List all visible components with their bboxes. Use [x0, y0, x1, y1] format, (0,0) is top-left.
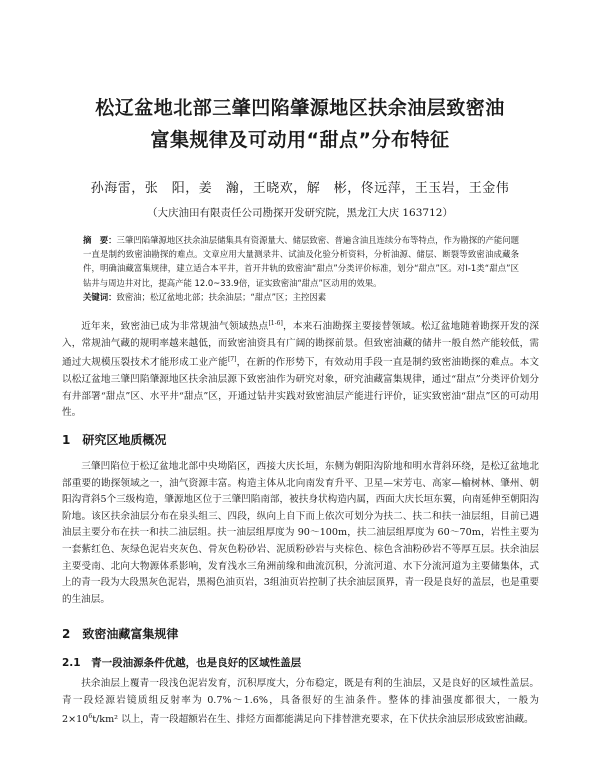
section-2-heading: 2 致密油藏富集规律: [62, 627, 179, 641]
intro-text-before: 近年来，致密油已成为非常规油气领域热点: [81, 321, 269, 333]
keywords-text: 致密油；松辽盆地北部；扶余油层；“甜点”区；主控因素: [116, 292, 327, 302]
keywords-label: 关键词：: [83, 292, 117, 302]
section-2-1-heading: 2.1 青一段油源条件优越，也是良好的区域性盖层: [62, 657, 302, 669]
author-list: 孙海雷，张 阳，姜 瀚，王晓欢，解 彬，佟远萍，王玉岩，王金伟: [90, 181, 510, 196]
section-2-1-text-before: 扶余油层上覆青一段浅色泥岩发育，沉积厚度大，分布稳定，既是有利的生油层，又是良好的区域性盖层。青一段烃源岩镜质组反射率为 0.7%～1.6%，具备很好的生油条件。整体的排油强度都很大，一般为 2×10: [62, 678, 539, 726]
citation-ref-1: [1-6]: [268, 320, 283, 327]
affiliation: （大庆油田有限责任公司勘探开发研究院，黑龙江大庆 163712）: [147, 207, 453, 219]
section-1-heading: 1 研究区地质概况: [62, 433, 167, 447]
intro-text-after: ，在新的作形势下，有效动用手段一直是制约致密油勘探的难点。本文以松辽盆地三肇凹陷肇源地区扶余油层源下致密油作为研究对象，研究油藏富集规律，通过“甜点”分类评价划分有井部署“甜点”区、水平井“甜点”区，开通过钻井实践对致密油层产能进行评价，证实致密油“甜点”区的可动用性。: [62, 357, 540, 419]
keywords: [83, 290, 519, 304]
intro-text-middle: ，本来石油勘探主要接替领域。松辽盆地随着勘探开发的深入，常规油气藏的规明率越来越低，而致密油资具有广阔的勘探前景。但致密油藏的储井一般自然产能较低，需通过大规模压裂技术才能形成工业产能: [62, 321, 540, 369]
abstract: [83, 233, 519, 290]
abstract-text: 三肇凹陷肇源地区扶余油层储集具有资源量大、储层致密、普遍含油且连续分布等特点，作为勘探的产能问题一直是制约致密油勘探的难点。文章应用大量测录井、试油及化验分析资料，分析油源、储层、断裂等致密油成藏条件，明确油藏富集规律，建立适合本平井，首开井轨的致密油“甜点”分类评价标准，划分“甜点”区。对I-1类“甜点”区钻井与周边井对比，提高产能 12.0~33.9倍，证实致密油“甜点”区动用的效果。: [83, 235, 520, 288]
intro-paragraph: [62, 316, 539, 422]
section-2-1-paragraph: [62, 676, 539, 729]
abstract-label: 摘 要：: [83, 235, 117, 245]
citation-ref-2: [7]: [227, 356, 237, 364]
exponent: 6: [88, 713, 93, 721]
section-2-1-text-after: t/km² 以上，青一段超额岩在生、排烃方面都能满足向下排替泄充要求，在下伏扶余油层形成致密油藏。: [92, 714, 534, 726]
title-line-2: 富集规律及可动用“甜点”分布特征: [150, 129, 450, 151]
paper-title: [0, 92, 600, 156]
section-1-paragraph: 三肇凹陷位于松辽盆地北部中央坳陷区，西接大庆长垣，东侧为朝阳沟阶地和明水背斜环绕，是松辽盆地北部重要的勘探领域之一，油气资源丰富。构造主体从北向南发育升平、卫星—宋芳屯、高家—榆树林、肇州、朝阳沟背斜5个三级构造，肇源地区位于三肇凹陷南部，被扶身状构造内属，西面大庆长垣东翼，向南延伸至朝阳沟阶地。该区扶余油层分布在泉头组三、四段，纵向上自下而上依次可划分为扶二、扶二和扶一油层组，目前已遇油层主要分布在扶一和扶二油层组。扶一油层组厚度为 90～100m，扶二油层组厚度为 60～70m，岩性主要为一套紫红色、灰绿色泥岩夹灰色、骨灰色粉砂岩、泥质粉砂岩与夹棕色、棕色含油粉砂岩不等厚互层。扶余油层主要受南、北向大物源体系影响，发育浅水三角洲前缘和曲流沉积，分流河道、水下分流河道为主要储集体，式上的青一段为大段黑灰色泥岩，黑褐色油页岩，3组油页岩控制了扶余油层顶界，青一段是良好的盖层，也是重要的生油层。: [62, 461, 539, 605]
title-line-1: 松辽盆地北部三肇凹陷肇源地区扶余油层致密油: [95, 97, 505, 119]
